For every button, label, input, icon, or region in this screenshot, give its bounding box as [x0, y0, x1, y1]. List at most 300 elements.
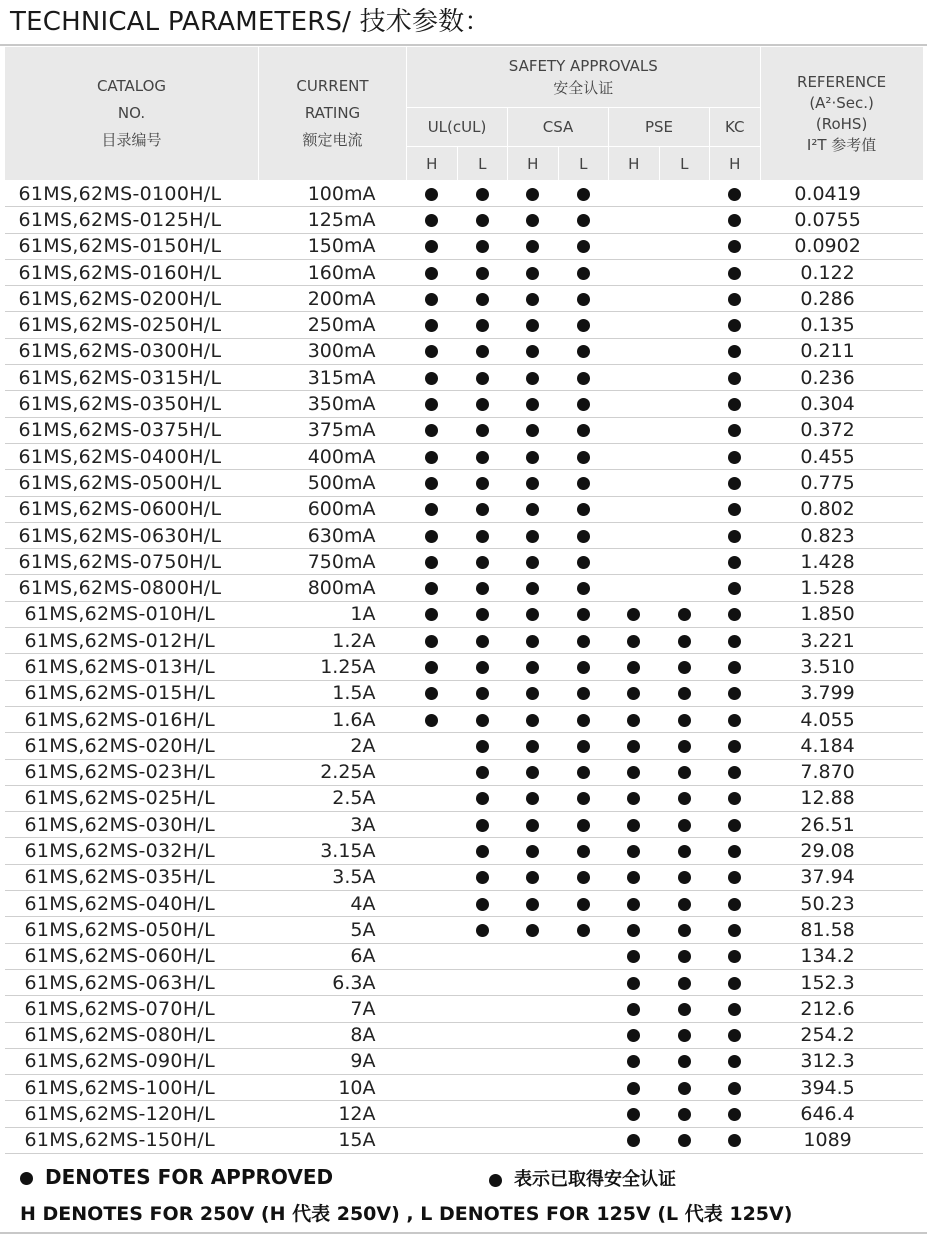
approval-cell — [407, 759, 458, 785]
approval-cell — [558, 1022, 609, 1048]
approved-dot-icon — [678, 608, 691, 621]
approved-dot-icon — [425, 608, 438, 621]
approval-cell — [508, 391, 559, 417]
i2t-reference-value: 1.850 — [760, 601, 923, 627]
approval-cell — [659, 417, 710, 443]
catalog-header-line: 目录编号 — [101, 131, 162, 149]
approval-cell — [457, 654, 508, 680]
approved-dot-icon — [728, 661, 741, 674]
approved-dot-icon — [526, 424, 539, 437]
table-row — [5, 654, 924, 680]
current-rating: 160mA — [259, 259, 407, 285]
approved-dot-icon — [476, 451, 489, 464]
approval-cell — [710, 838, 761, 864]
i2t-reference-value: 0.135 — [760, 312, 923, 338]
approval-cell — [508, 312, 559, 338]
approval-cell — [710, 891, 761, 917]
table-row — [5, 601, 924, 627]
table-row — [5, 969, 924, 995]
catalog-header — [5, 47, 259, 181]
approved-dot-icon — [425, 319, 438, 332]
approval-cell — [407, 522, 458, 548]
i2t-reference-value: 50.23 — [760, 891, 923, 917]
approval-cell — [407, 470, 458, 496]
approved-dot-icon — [476, 766, 489, 779]
approval-cell — [457, 917, 508, 943]
approved-dot-icon — [678, 977, 691, 990]
approved-dot-icon — [728, 240, 741, 253]
approval-cell — [407, 680, 458, 706]
approval-cell — [609, 628, 660, 654]
table-row — [5, 943, 924, 969]
approval-cell — [710, 812, 761, 838]
approved-dot-icon — [577, 293, 590, 306]
approved-dot-icon — [425, 188, 438, 201]
approval-cell — [457, 1075, 508, 1101]
approval-cell — [659, 233, 710, 259]
approval-cell — [508, 181, 559, 207]
approved-dot-icon — [476, 319, 489, 332]
approved-dot-icon — [577, 871, 590, 884]
current-rating: 1.2A — [259, 628, 407, 654]
approval-cell — [659, 1101, 710, 1127]
approval-cell — [407, 233, 458, 259]
approved-dot-icon — [627, 1108, 640, 1121]
i2t-reference-value: 134.2 — [760, 943, 923, 969]
approval-cell — [558, 812, 609, 838]
approved-dot-icon — [627, 1029, 640, 1042]
approved-dot-icon — [577, 845, 590, 858]
approval-cell — [508, 470, 559, 496]
approval-cell — [508, 601, 559, 627]
approved-dot-icon — [627, 819, 640, 832]
approved-dot-icon — [577, 819, 590, 832]
approval-cell — [609, 575, 660, 601]
approved-dot-icon — [728, 398, 741, 411]
approval-cell — [558, 996, 609, 1022]
voltage-subheader: H — [609, 147, 660, 181]
approved-dot-icon — [728, 687, 741, 700]
approved-dot-icon — [627, 1134, 640, 1147]
current-rating: 800mA — [259, 575, 407, 601]
approval-cell — [609, 233, 660, 259]
approved-dot-icon — [476, 871, 489, 884]
approved-dot-icon — [678, 1082, 691, 1095]
approved-dot-icon — [476, 477, 489, 490]
table-row — [5, 522, 924, 548]
approval-cell — [710, 1048, 761, 1074]
catalog-number: 61MS,62MS-025H/L — [5, 785, 259, 811]
approved-dot-icon — [425, 214, 438, 227]
approved-dot-icon — [728, 477, 741, 490]
catalog-number: 61MS,62MS-0600H/L — [5, 496, 259, 522]
approved-dot-icon — [728, 898, 741, 911]
current-rating: 375mA — [259, 417, 407, 443]
approval-cell — [558, 943, 609, 969]
approval-cell — [609, 785, 660, 811]
approved-dot-icon — [627, 635, 640, 648]
approval-cell — [710, 443, 761, 469]
approval-cell — [407, 1048, 458, 1074]
approval-cell — [508, 628, 559, 654]
approved-dot-icon — [728, 871, 741, 884]
catalog-header-line: CATALOG — [96, 77, 167, 95]
table-row — [5, 259, 924, 285]
i2t-reference-value: 0.211 — [760, 338, 923, 364]
approval-cell — [508, 1101, 559, 1127]
approved-dot-icon — [728, 977, 741, 990]
i2t-reference-value: 0.0902 — [760, 233, 923, 259]
table-row — [5, 207, 924, 233]
current-rating: 3.15A — [259, 838, 407, 864]
approval-cell — [710, 733, 761, 759]
approval-cell — [609, 207, 660, 233]
approval-cell — [457, 706, 508, 732]
current-rating: 6.3A — [259, 969, 407, 995]
catalog-number: 61MS,62MS-0150H/L — [5, 233, 259, 259]
approved-dot-icon — [627, 1082, 640, 1095]
approval-cell — [407, 733, 458, 759]
approval-cell — [609, 286, 660, 312]
approval-cell — [457, 181, 508, 207]
approved-dot-icon — [425, 635, 438, 648]
approved-dot-icon — [476, 214, 489, 227]
approval-cell — [407, 417, 458, 443]
approval-cell — [558, 864, 609, 890]
current-rating: 12A — [259, 1101, 407, 1127]
approval-cell — [609, 259, 660, 285]
table-row — [5, 312, 924, 338]
approval-cell — [659, 496, 710, 522]
approved-dot-icon — [728, 214, 741, 227]
approval-cell — [609, 680, 660, 706]
approved-dot-icon — [728, 319, 741, 332]
approval-cell — [508, 759, 559, 785]
approval-cell — [609, 365, 660, 391]
approval-cell — [457, 864, 508, 890]
approval-cell — [609, 943, 660, 969]
approved-dot-icon — [678, 1108, 691, 1121]
approval-cell — [710, 1075, 761, 1101]
approval-cell — [508, 891, 559, 917]
approval-cell — [710, 1022, 761, 1048]
approval-cell — [609, 391, 660, 417]
approval-cell — [558, 207, 609, 233]
approval-cell — [457, 1048, 508, 1074]
table-row — [5, 680, 924, 706]
approval-cell — [508, 706, 559, 732]
current-rating: 125mA — [259, 207, 407, 233]
approved-dot-icon — [627, 740, 640, 753]
current-rating: 300mA — [259, 338, 407, 364]
approval-cell — [508, 812, 559, 838]
approved-dot-icon — [526, 240, 539, 253]
catalog-number: 61MS,62MS-050H/L — [5, 917, 259, 943]
approval-cell — [609, 470, 660, 496]
cert-ul-header: UL(cUL) — [407, 108, 508, 147]
approved-dot-icon — [425, 687, 438, 700]
approval-cell — [407, 969, 458, 995]
approved-dot-icon — [678, 1029, 691, 1042]
table-row — [5, 1075, 924, 1101]
reference-header-line: I²T 参考值 — [806, 135, 877, 154]
approval-cell — [558, 917, 609, 943]
approved-dot-icon — [526, 372, 539, 385]
catalog-number: 61MS,62MS-080H/L — [5, 1022, 259, 1048]
approved-dot-icon — [678, 1003, 691, 1016]
approval-cell — [508, 969, 559, 995]
approval-cell — [508, 733, 559, 759]
approval-cell — [659, 470, 710, 496]
catalog-number: 61MS,62MS-0100H/L — [5, 181, 259, 207]
i2t-reference-value: 0.0755 — [760, 207, 923, 233]
approval-cell — [558, 496, 609, 522]
approval-cell — [659, 1127, 710, 1153]
table-row — [5, 838, 924, 864]
approval-cell — [609, 891, 660, 917]
approved-dot-icon — [678, 845, 691, 858]
approval-cell — [508, 1022, 559, 1048]
approval-cell — [710, 575, 761, 601]
approved-dot-icon — [526, 188, 539, 201]
table-row — [5, 496, 924, 522]
approved-dot-icon — [476, 267, 489, 280]
safety-header-line: SAFETY APPROVALS — [508, 57, 658, 75]
i2t-reference-value: 0.823 — [760, 522, 923, 548]
current-rating: 315mA — [259, 365, 407, 391]
approved-dot-icon — [526, 345, 539, 358]
approval-cell — [558, 1048, 609, 1074]
i2t-reference-value: 212.6 — [760, 996, 923, 1022]
approved-dot-icon — [425, 477, 438, 490]
approval-cell — [659, 706, 710, 732]
current-rating: 9A — [259, 1048, 407, 1074]
voltage-subheader: L — [558, 147, 609, 181]
current-rating: 600mA — [259, 496, 407, 522]
approved-dot-icon — [728, 582, 741, 595]
approval-cell — [659, 733, 710, 759]
approval-cell — [609, 838, 660, 864]
catalog-number: 61MS,62MS-063H/L — [5, 969, 259, 995]
approval-cell — [659, 181, 710, 207]
approval-cell — [710, 181, 761, 207]
approved-dot-icon — [728, 740, 741, 753]
approved-dot-icon — [526, 608, 539, 621]
approval-cell — [558, 470, 609, 496]
table-row — [5, 286, 924, 312]
approval-cell — [558, 1075, 609, 1101]
approval-cell — [609, 443, 660, 469]
approved-dot-icon — [476, 740, 489, 753]
approval-cell — [508, 943, 559, 969]
current-rating: 100mA — [259, 181, 407, 207]
catalog-number: 61MS,62MS-013H/L — [5, 654, 259, 680]
approval-cell — [710, 864, 761, 890]
i2t-reference-value: 37.94 — [760, 864, 923, 890]
approved-dot-icon — [577, 898, 590, 911]
approval-cell — [558, 969, 609, 995]
approval-cell — [710, 470, 761, 496]
approved-dot-icon — [526, 635, 539, 648]
approval-cell — [508, 549, 559, 575]
safety-approvals-header — [407, 47, 761, 108]
table-row — [5, 628, 924, 654]
current-rating: 1.25A — [259, 654, 407, 680]
table-row — [5, 549, 924, 575]
approval-cell — [609, 1022, 660, 1048]
approved-dot-icon — [728, 1082, 741, 1095]
approval-cell — [710, 706, 761, 732]
table-row — [5, 470, 924, 496]
approved-dot-icon — [20, 1172, 33, 1185]
approved-dot-icon — [476, 556, 489, 569]
approved-dot-icon — [728, 845, 741, 858]
i2t-reference-value: 1.528 — [760, 575, 923, 601]
approval-cell — [457, 338, 508, 364]
current-rating: 250mA — [259, 312, 407, 338]
current-header — [259, 47, 407, 181]
approval-cell — [609, 549, 660, 575]
approved-dot-icon — [678, 714, 691, 727]
current-header-line: CURRENT — [296, 77, 369, 95]
approved-dot-icon — [526, 530, 539, 543]
catalog-number: 61MS,62MS-023H/L — [5, 759, 259, 785]
approval-cell — [558, 286, 609, 312]
approval-cell — [710, 943, 761, 969]
table-row — [5, 233, 924, 259]
approval-cell — [659, 1022, 710, 1048]
approved-dot-icon — [728, 1029, 741, 1042]
current-rating: 6A — [259, 943, 407, 969]
approval-cell — [558, 601, 609, 627]
approval-cell — [407, 601, 458, 627]
approval-cell — [508, 785, 559, 811]
approval-cell — [609, 1075, 660, 1101]
voltage-subheader: H — [407, 147, 458, 181]
table-row — [5, 812, 924, 838]
approved-dot-icon — [476, 819, 489, 832]
i2t-reference-value: 3.510 — [760, 654, 923, 680]
approval-cell — [508, 996, 559, 1022]
approval-cell — [457, 575, 508, 601]
approved-dot-icon — [526, 740, 539, 753]
approval-cell — [457, 1101, 508, 1127]
approved-dot-icon — [526, 503, 539, 516]
approval-cell — [659, 680, 710, 706]
catalog-number: 61MS,62MS-016H/L — [5, 706, 259, 732]
approval-cell — [609, 1101, 660, 1127]
approval-cell — [609, 522, 660, 548]
approved-dot-icon — [476, 898, 489, 911]
current-rating: 7A — [259, 996, 407, 1022]
approval-cell — [558, 365, 609, 391]
approval-cell — [407, 891, 458, 917]
table-row — [5, 706, 924, 732]
approved-dot-icon — [577, 556, 590, 569]
approval-cell — [710, 233, 761, 259]
catalog-number: 61MS,62MS-0400H/L — [5, 443, 259, 469]
approved-dot-icon — [728, 792, 741, 805]
catalog-number: 61MS,62MS-0315H/L — [5, 365, 259, 391]
approval-cell — [659, 601, 710, 627]
approved-dot-icon — [678, 766, 691, 779]
legend-approved-en-text: DENOTES FOR APPROVED — [45, 1165, 334, 1189]
approval-cell — [508, 1075, 559, 1101]
catalog-number: 61MS,62MS-030H/L — [5, 812, 259, 838]
approval-cell — [558, 838, 609, 864]
approval-cell — [508, 1048, 559, 1074]
approved-dot-icon — [728, 451, 741, 464]
approval-cell — [710, 522, 761, 548]
i2t-reference-value: 3.221 — [760, 628, 923, 654]
i2t-reference-value: 1.428 — [760, 549, 923, 575]
approval-cell — [710, 417, 761, 443]
approved-dot-icon — [678, 819, 691, 832]
approval-cell — [508, 838, 559, 864]
approval-cell — [508, 654, 559, 680]
i2t-reference-value: 254.2 — [760, 1022, 923, 1048]
current-rating: 630mA — [259, 522, 407, 548]
approved-dot-icon — [577, 451, 590, 464]
approved-dot-icon — [577, 714, 590, 727]
approval-cell — [457, 601, 508, 627]
approval-cell — [508, 338, 559, 364]
approved-dot-icon — [577, 608, 590, 621]
approval-cell — [457, 233, 508, 259]
approved-dot-icon — [476, 503, 489, 516]
i2t-reference-value: 29.08 — [760, 838, 923, 864]
approval-cell — [407, 391, 458, 417]
approved-dot-icon — [678, 950, 691, 963]
approved-dot-icon — [577, 214, 590, 227]
approved-dot-icon — [425, 556, 438, 569]
approved-dot-icon — [627, 1003, 640, 1016]
approval-cell — [407, 549, 458, 575]
approved-dot-icon — [476, 424, 489, 437]
approval-cell — [710, 496, 761, 522]
i2t-reference-value: 0.304 — [760, 391, 923, 417]
approved-dot-icon — [577, 766, 590, 779]
i2t-reference-value: 0.775 — [760, 470, 923, 496]
approval-cell — [508, 522, 559, 548]
page-title: TECHNICAL PARAMETERS/ 技术参数： — [10, 7, 491, 37]
approved-dot-icon — [526, 792, 539, 805]
cert-csa-header: CSA — [508, 108, 609, 147]
approval-cell — [508, 443, 559, 469]
approval-cell — [609, 601, 660, 627]
current-rating: 4A — [259, 891, 407, 917]
catalog-number: 61MS,62MS-070H/L — [5, 996, 259, 1022]
approval-cell — [609, 181, 660, 207]
approval-cell — [558, 1101, 609, 1127]
catalog-number: 61MS,62MS-015H/L — [5, 680, 259, 706]
approved-dot-icon — [728, 267, 741, 280]
catalog-number: 61MS,62MS-020H/L — [5, 733, 259, 759]
i2t-reference-value: 12.88 — [760, 785, 923, 811]
approved-dot-icon — [476, 687, 489, 700]
table-row — [5, 1048, 924, 1074]
approval-cell — [457, 759, 508, 785]
approval-cell — [659, 864, 710, 890]
approval-cell — [609, 812, 660, 838]
approved-dot-icon — [476, 635, 489, 648]
approval-cell — [558, 680, 609, 706]
current-rating: 5A — [259, 917, 407, 943]
voltage-subheader: H — [710, 147, 761, 181]
approval-cell — [609, 706, 660, 732]
approved-dot-icon — [627, 977, 640, 990]
approval-cell — [558, 233, 609, 259]
